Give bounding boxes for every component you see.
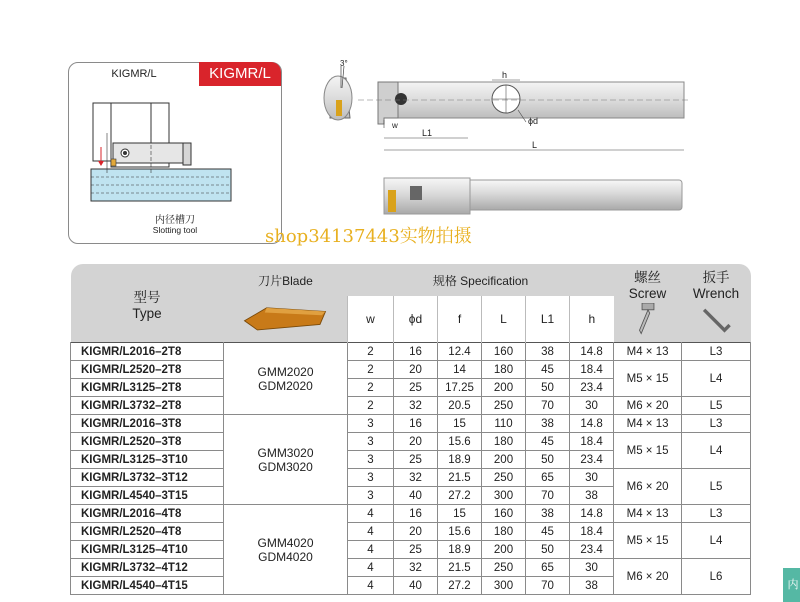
table-row: KIGMR/L2016–3T8 GMM3020 GDM3020 3 16 15 110 38 14.8 M4 × 13 L3 bbox=[71, 415, 751, 433]
category-caption-en: Slotting tool bbox=[152, 225, 198, 235]
table-row: KIGMR/L2520–4T8 4 20 15.6 180 45 18.4 M5 × 15 L4 bbox=[71, 523, 751, 541]
table-row: KIGMR/L3125–2T8 2 25 17.25 200 50 23.4 bbox=[71, 379, 751, 397]
col-f: f bbox=[438, 296, 482, 343]
slotting-tool-diagram-icon bbox=[85, 93, 265, 213]
table-row: KIGMR/L2016–4T8 GMM4020 GDM4020 4 16 15 160 38 14.8 M4 × 13 L3 bbox=[71, 505, 751, 523]
col-phi-d: ϕd bbox=[394, 296, 438, 343]
col-l: L bbox=[482, 296, 526, 343]
wrench-icon bbox=[699, 303, 733, 337]
type-header: 型号 Type bbox=[71, 264, 224, 343]
blade-image bbox=[224, 296, 348, 343]
col-w: w bbox=[348, 296, 394, 343]
h-label: h bbox=[502, 70, 508, 80]
w-label: w bbox=[392, 121, 398, 130]
tool-technical-drawing bbox=[318, 58, 690, 158]
specification-table bbox=[70, 264, 751, 595]
table-row: KIGMR/L3125–4T10 4 25 18.9 200 50 23.4 bbox=[71, 541, 751, 559]
col-h: h bbox=[570, 296, 614, 343]
l1-label: L1 bbox=[422, 128, 433, 138]
watermark-text: shop34137443实物拍摄 bbox=[265, 226, 472, 247]
blade-header: 刀片Blade bbox=[224, 264, 348, 296]
table-row: KIGMR/L4540–3T15 3 40 27.2 300 70 38 bbox=[71, 487, 751, 505]
l-label: L bbox=[532, 140, 538, 150]
angle-label: 3° bbox=[340, 59, 348, 68]
category-label: KIGMR/L bbox=[111, 68, 157, 80]
wrench-header: 扳手 Wrench bbox=[682, 264, 751, 343]
table-row: KIGMR/L2016–2T8 GMM2020 GDM2020 2 16 12.4 160 38 14.8 M4 × 13 L3 bbox=[71, 343, 751, 361]
category-caption-cn: 内径槽刀 bbox=[155, 215, 195, 226]
screw-icon bbox=[631, 303, 665, 337]
category-box bbox=[68, 62, 282, 244]
table-row: KIGMR/L2520–2T8 2 20 14 180 45 18.4 M5 × 15 L4 bbox=[71, 361, 751, 379]
table-row: KIGMR/L3732–2T8 2 32 20.5 250 70 30 M6 × 20 L5 bbox=[71, 397, 751, 415]
table-row: KIGMR/L2520–3T8 3 20 15.6 180 45 18.4 M5 × 15 L4 bbox=[71, 433, 751, 451]
table-row: KIGMR/L4540–4T15 4 40 27.2 300 70 38 bbox=[71, 577, 751, 595]
blade-insert-icon bbox=[239, 304, 331, 332]
col-l1: L1 bbox=[526, 296, 570, 343]
table-row: KIGMR/L3125–3T10 3 25 18.9 200 50 23.4 bbox=[71, 451, 751, 469]
table-row: KIGMR/L3732–4T12 4 32 21.5 250 65 30 M6 × 20 L6 bbox=[71, 559, 751, 577]
phi-d-label: ϕd bbox=[528, 116, 539, 126]
category-tab: KIGMR/L bbox=[199, 62, 281, 86]
screw-header: 螺丝 Screw bbox=[614, 264, 682, 343]
tool-photo-icon bbox=[380, 172, 684, 222]
spec-header: 规格 Specification bbox=[348, 264, 614, 296]
edge-badge[interactable]: 内 bbox=[783, 568, 800, 602]
end-view-icon bbox=[324, 59, 352, 120]
table-row: KIGMR/L3732–3T12 3 32 21.5 250 65 30 M6 × 20 L5 bbox=[71, 469, 751, 487]
